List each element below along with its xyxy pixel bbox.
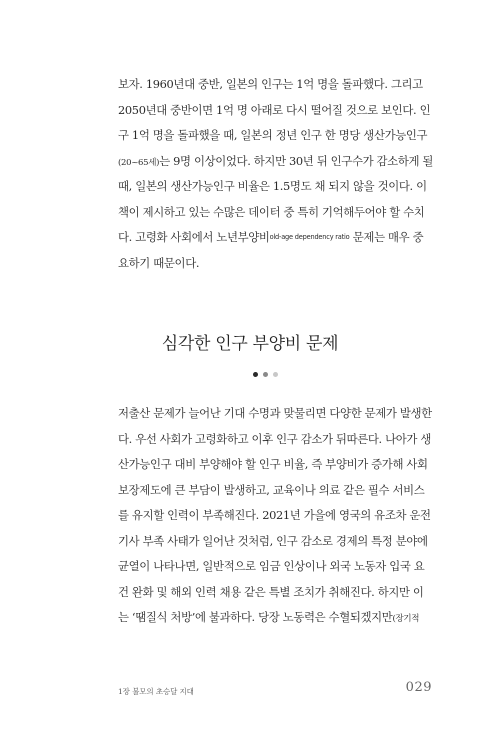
text-line: 구 1억 명을 돌파했을 때, 일본의 정년 인구 한 명당 생산가능인구 [118, 128, 428, 142]
text-line: 보장제도에 큰 부담이 발생하고, 교육이나 의료 같은 필수 서비스 [118, 482, 425, 497]
age-range-note: (20~65세) [118, 157, 160, 168]
text-line: 2050년대 중반이면 1억 명 아래로 다시 떨어질 것으로 보인다. 인 [118, 102, 431, 117]
text-line: 때, 일본의 생산가능인구 비율은 1.5명도 채 되지 않을 것이다. 이 [118, 179, 427, 193]
text-line: 다. 고령화 사회에서 노년부양비old-age dependency ratio 문제는 매우 중 [118, 230, 424, 244]
text-line: 건 완화 및 해외 인력 채용 같은 특별 조치가 취해진다. 하지만 이 [118, 584, 424, 599]
dot [263, 372, 268, 377]
running-footer-chapter: 1장 불모의 초승달 지대 [118, 687, 194, 696]
text-line: 산가능인구 대비 부양해야 할 인구 비율, 즉 부양비가 증가해 사회 [118, 457, 428, 471]
text-line: 요하기 때문이다. [118, 255, 200, 270]
dot [273, 372, 278, 377]
parenthetical-note: (장기적 [392, 614, 420, 624]
section-heading: 심각한 인구 부양비 문제 [161, 334, 339, 354]
text-line: 를 유지할 인력이 부족해진다. 2021년 가을에 영국의 유조차 운전 [118, 508, 431, 522]
text-line: 보자. 1960년대 중반, 일본의 인구는 1억 명을 돌파했다. 그리고 [118, 77, 423, 91]
text-line: 균열이 나타나면, 일반적으로 임금 인상이나 외국 노동자 입국 요 [118, 559, 425, 573]
text-line: 는 ‘땜질식 처방’에 불과하다. 당장 노동력은 수혈되겠지만(장기적 [118, 610, 420, 624]
dot [253, 372, 258, 377]
page-number: 029 [405, 680, 432, 695]
text-line: 책이 제시하고 있는 수많은 데이터 중 특히 기억해두어야 할 수치 [118, 204, 425, 219]
text-line: 저출산 문제가 늘어난 기대 수명과 맞물리면 다양한 문제가 발생한 [118, 406, 432, 420]
text-line: 다. 우선 사회가 고령화하고 이후 인구 감소가 뒤따른다. 나아가 생 [118, 431, 431, 446]
english-term: old-age dependency ratio [269, 233, 350, 241]
text-line: (20~65세)는 9명 이상이었다. 하지만 30년 뒤 인구수가 감소하게 될 [118, 153, 434, 168]
section-divider-dots [253, 372, 293, 378]
text-line: 기사 부족 사태가 일어난 것처럼, 인구 감소로 경제의 특정 분야에 [118, 533, 428, 548]
